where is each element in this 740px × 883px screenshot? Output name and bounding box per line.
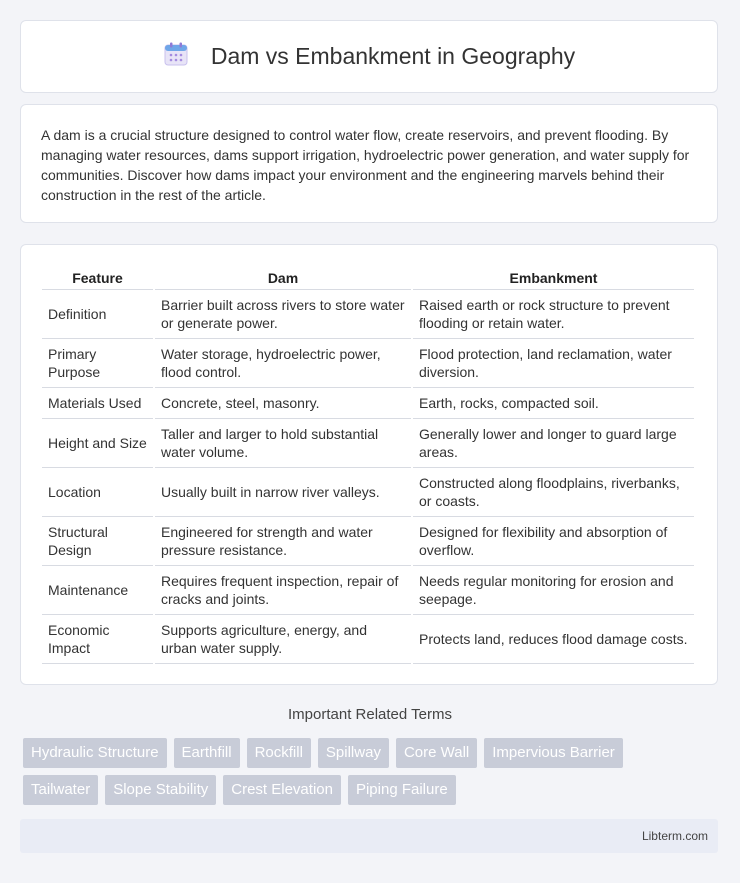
feature-cell: Structural Design <box>42 517 153 566</box>
table-row <box>42 419 694 468</box>
related-term-tag[interactable]: Piping Failure <box>348 775 456 805</box>
feature-cell: Economic Impact <box>42 615 153 664</box>
related-term-tag[interactable]: Crest Elevation <box>223 775 341 805</box>
feature-cell: Primary Purpose <box>42 339 153 388</box>
table-row <box>42 290 694 339</box>
related-term-tag[interactable]: Tailwater <box>23 775 98 805</box>
dam-cell: Supports agriculture, energy, and urban water supply. <box>155 615 411 664</box>
related-term-tag[interactable]: Spillway <box>318 738 389 768</box>
title-wrap <box>163 41 575 72</box>
related-term-tag[interactable]: Impervious Barrier <box>484 738 623 768</box>
dam-cell: Usually built in narrow river valleys. <box>155 468 411 517</box>
embankment-cell: Flood protection, land reclamation, water diversion. <box>413 339 694 388</box>
embankment-cell: Designed for flexibility and absorption of overflow. <box>413 517 694 566</box>
related-terms-list <box>23 738 683 805</box>
table-row <box>42 339 694 388</box>
header-dam: Dam <box>155 265 411 290</box>
related-term-tag[interactable]: Rockfill <box>247 738 311 768</box>
embankment-cell: Earth, rocks, compacted soil. <box>413 388 694 419</box>
embankment-cell: Needs regular monitoring for erosion and seepage. <box>413 566 694 615</box>
footer-site-link[interactable]: Libterm.com <box>641 829 708 843</box>
dam-cell: Water storage, hydroelectric power, flood control. <box>155 339 411 388</box>
intro-text: A dam is a crucial structure designed to control water flow, create reservoirs, and prevent flooding. By managing water resources, dams support irrigation, hydroelectric power generation, and water supply for communities. Discover how dams impact your environment and the engineering marvels behind their construction in the rest of the article. <box>41 127 690 203</box>
table-row <box>42 388 694 419</box>
header-feature: Feature <box>42 265 153 290</box>
footer <box>20 819 718 853</box>
dam-cell: Requires frequent inspection, repair of cracks and joints. <box>155 566 411 615</box>
related-terms-title: Important Related Terms <box>288 706 452 723</box>
table-header-row <box>42 265 694 290</box>
related-term-tag[interactable]: Core Wall <box>396 738 477 768</box>
comparison-table <box>40 265 696 664</box>
dam-cell: Barrier built across rivers to store water or generate power. <box>155 290 411 339</box>
dam-cell: Engineered for strength and water pressure resistance. <box>155 517 411 566</box>
related-term-tag[interactable]: Earthfill <box>174 738 240 768</box>
header-card <box>20 20 718 93</box>
table-row <box>42 566 694 615</box>
related-term-tag[interactable]: Hydraulic Structure <box>23 738 167 768</box>
feature-cell: Materials Used <box>42 388 153 419</box>
table-row <box>42 468 694 517</box>
dam-cell: Concrete, steel, masonry. <box>155 388 411 419</box>
feature-cell: Maintenance <box>42 566 153 615</box>
table-row <box>42 615 694 664</box>
intro-card <box>20 104 718 223</box>
dam-cell: Taller and larger to hold substantial water volume. <box>155 419 411 468</box>
comparison-table-card <box>20 244 718 685</box>
embankment-cell: Generally lower and longer to guard large areas. <box>413 419 694 468</box>
header-embankment: Embankment <box>413 265 694 290</box>
table-row <box>42 517 694 566</box>
page-title: Dam vs Embankment in Geography <box>210 43 576 69</box>
feature-cell: Location <box>42 468 153 517</box>
embankment-cell: Raised earth or rock structure to prevent flooding or retain water. <box>413 290 694 339</box>
related-term-tag[interactable]: Slope Stability <box>105 775 216 805</box>
calendar-icon <box>163 41 189 72</box>
embankment-cell: Constructed along floodplains, riverbanks, or coasts. <box>413 468 694 517</box>
feature-cell: Definition <box>42 290 153 339</box>
feature-cell: Height and Size <box>42 419 153 468</box>
embankment-cell: Protects land, reduces flood damage costs. <box>413 615 694 664</box>
